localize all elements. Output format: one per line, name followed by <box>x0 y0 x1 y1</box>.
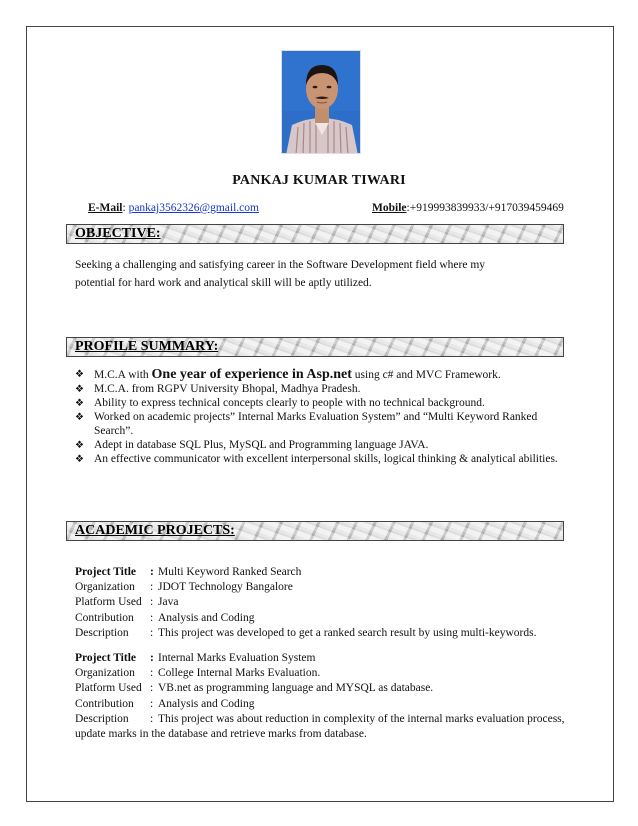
field-value: This project was developed to get a ranked search result by using multi-keywords. <box>158 626 537 639</box>
project-row <box>75 565 570 580</box>
project-row <box>75 712 570 727</box>
field-label: Platform Used <box>75 682 142 695</box>
email-label: E-Mail <box>88 202 123 214</box>
profile-photo-image <box>282 51 361 154</box>
email-line <box>88 202 259 214</box>
field-colon: : <box>150 667 154 680</box>
academic-heading: ACADEMIC PROJECTS: <box>75 523 235 538</box>
project-2 <box>75 651 570 742</box>
list-item <box>75 439 560 453</box>
item-text: Ability to express technical concepts clearly to people with no technical background. <box>94 397 485 409</box>
objective-line-1: Seeking a challenging and satisfying career in the Software Development field where my <box>75 259 486 271</box>
field-value: JDOT Technology Bangalore <box>158 581 293 594</box>
project-row <box>75 651 570 666</box>
field-colon: : <box>150 596 154 609</box>
mobile-label: Mobile <box>372 202 407 214</box>
field-colon: : <box>150 566 154 578</box>
diamond-bullet-icon: ❖ <box>75 453 84 465</box>
mobile-line <box>372 202 564 214</box>
field-label: Organization <box>75 581 135 594</box>
profile-summary-list <box>75 368 560 467</box>
list-item <box>75 397 560 411</box>
field-value: This project was about reduction in complexity of the internal marks evaluation process, <box>158 712 565 725</box>
list-item <box>75 383 560 397</box>
diamond-bullet-icon: ❖ <box>75 369 84 380</box>
field-value: Analysis and Coding <box>158 611 255 624</box>
project-row <box>75 666 570 681</box>
field-label: Organization <box>75 667 135 680</box>
objective-line-2: potential for hard work and analytical skill will be aptly utilized. <box>75 277 372 289</box>
field-value: College Internal Marks Evaluation. <box>158 667 321 680</box>
field-label: Project Title <box>75 652 136 664</box>
email-colon: : <box>122 202 129 214</box>
field-label: Contribution <box>75 697 134 710</box>
field-colon: : <box>150 652 154 664</box>
candidate-name: PANKAJ KUMAR TIWARI <box>232 173 406 188</box>
item-text: M.C.A with <box>94 369 152 381</box>
profile-heading-bar <box>66 337 564 357</box>
field-value: Internal Marks Evaluation System <box>158 652 316 664</box>
field-colon: : <box>150 697 154 710</box>
diamond-bullet-icon: ❖ <box>75 412 84 423</box>
project-row <box>75 681 570 696</box>
field-label: Description <box>75 626 129 639</box>
objective-text <box>75 256 545 292</box>
project-row <box>75 697 570 712</box>
list-item <box>75 453 560 467</box>
diamond-bullet-icon: ❖ <box>75 439 84 451</box>
project-row <box>75 626 570 641</box>
field-label: Contribution <box>75 611 134 624</box>
field-colon: : <box>150 626 154 639</box>
list-item <box>75 411 560 438</box>
objective-heading: OBJECTIVE: <box>75 226 161 241</box>
mobile-colon: : <box>406 202 410 214</box>
field-colon: : <box>150 611 154 624</box>
field-label: Description <box>75 712 129 725</box>
email-link[interactable]: pankaj3562326@gmail.com <box>128 202 259 214</box>
project-row <box>75 580 570 595</box>
field-value: Analysis and Coding <box>158 697 255 710</box>
item-text: An effective communicator with excellent interpersonal skills, logical thinking & analytical abilities. <box>94 452 558 465</box>
list-item <box>75 368 560 383</box>
description-continuation: update marks in the database and retrieve marks from database. <box>75 728 367 741</box>
diamond-bullet-icon: ❖ <box>75 384 84 395</box>
field-colon: : <box>150 581 154 594</box>
field-value: Multi Keyword Ranked Search <box>158 566 302 578</box>
field-label: Project Title <box>75 566 136 578</box>
field-colon: : <box>150 682 154 695</box>
academic-heading-bar <box>66 521 564 541</box>
project-1 <box>75 565 570 641</box>
item-text: Worked on academic projects” Internal Marks Evaluation System” and “Multi Keyword Ranked Search”. <box>94 411 538 437</box>
item-emphasis: One year of experience in Asp.net <box>151 367 352 382</box>
objective-heading-bar <box>66 224 564 244</box>
diamond-bullet-icon: ❖ <box>75 398 84 409</box>
field-value: Java <box>158 596 179 609</box>
field-value: VB.net as programming language and MYSQL as database. <box>158 682 434 695</box>
item-text: using c# and MVC Framework. <box>351 369 501 381</box>
item-text: M.C.A. from RGPV University Bhopal, Madhya Pradesh. <box>94 383 361 395</box>
project-row <box>75 611 570 626</box>
profile-heading: PROFILE SUMMARY: <box>75 339 219 354</box>
mobile-number: +919993839933/+917039459469 <box>409 202 564 214</box>
field-label: Platform Used <box>75 596 142 609</box>
project-row <box>75 595 570 610</box>
field-colon: : <box>150 712 154 725</box>
item-text: Adept in database SQL Plus, MySQL and Programming language JAVA. <box>94 438 429 451</box>
profile-photo <box>281 50 361 154</box>
